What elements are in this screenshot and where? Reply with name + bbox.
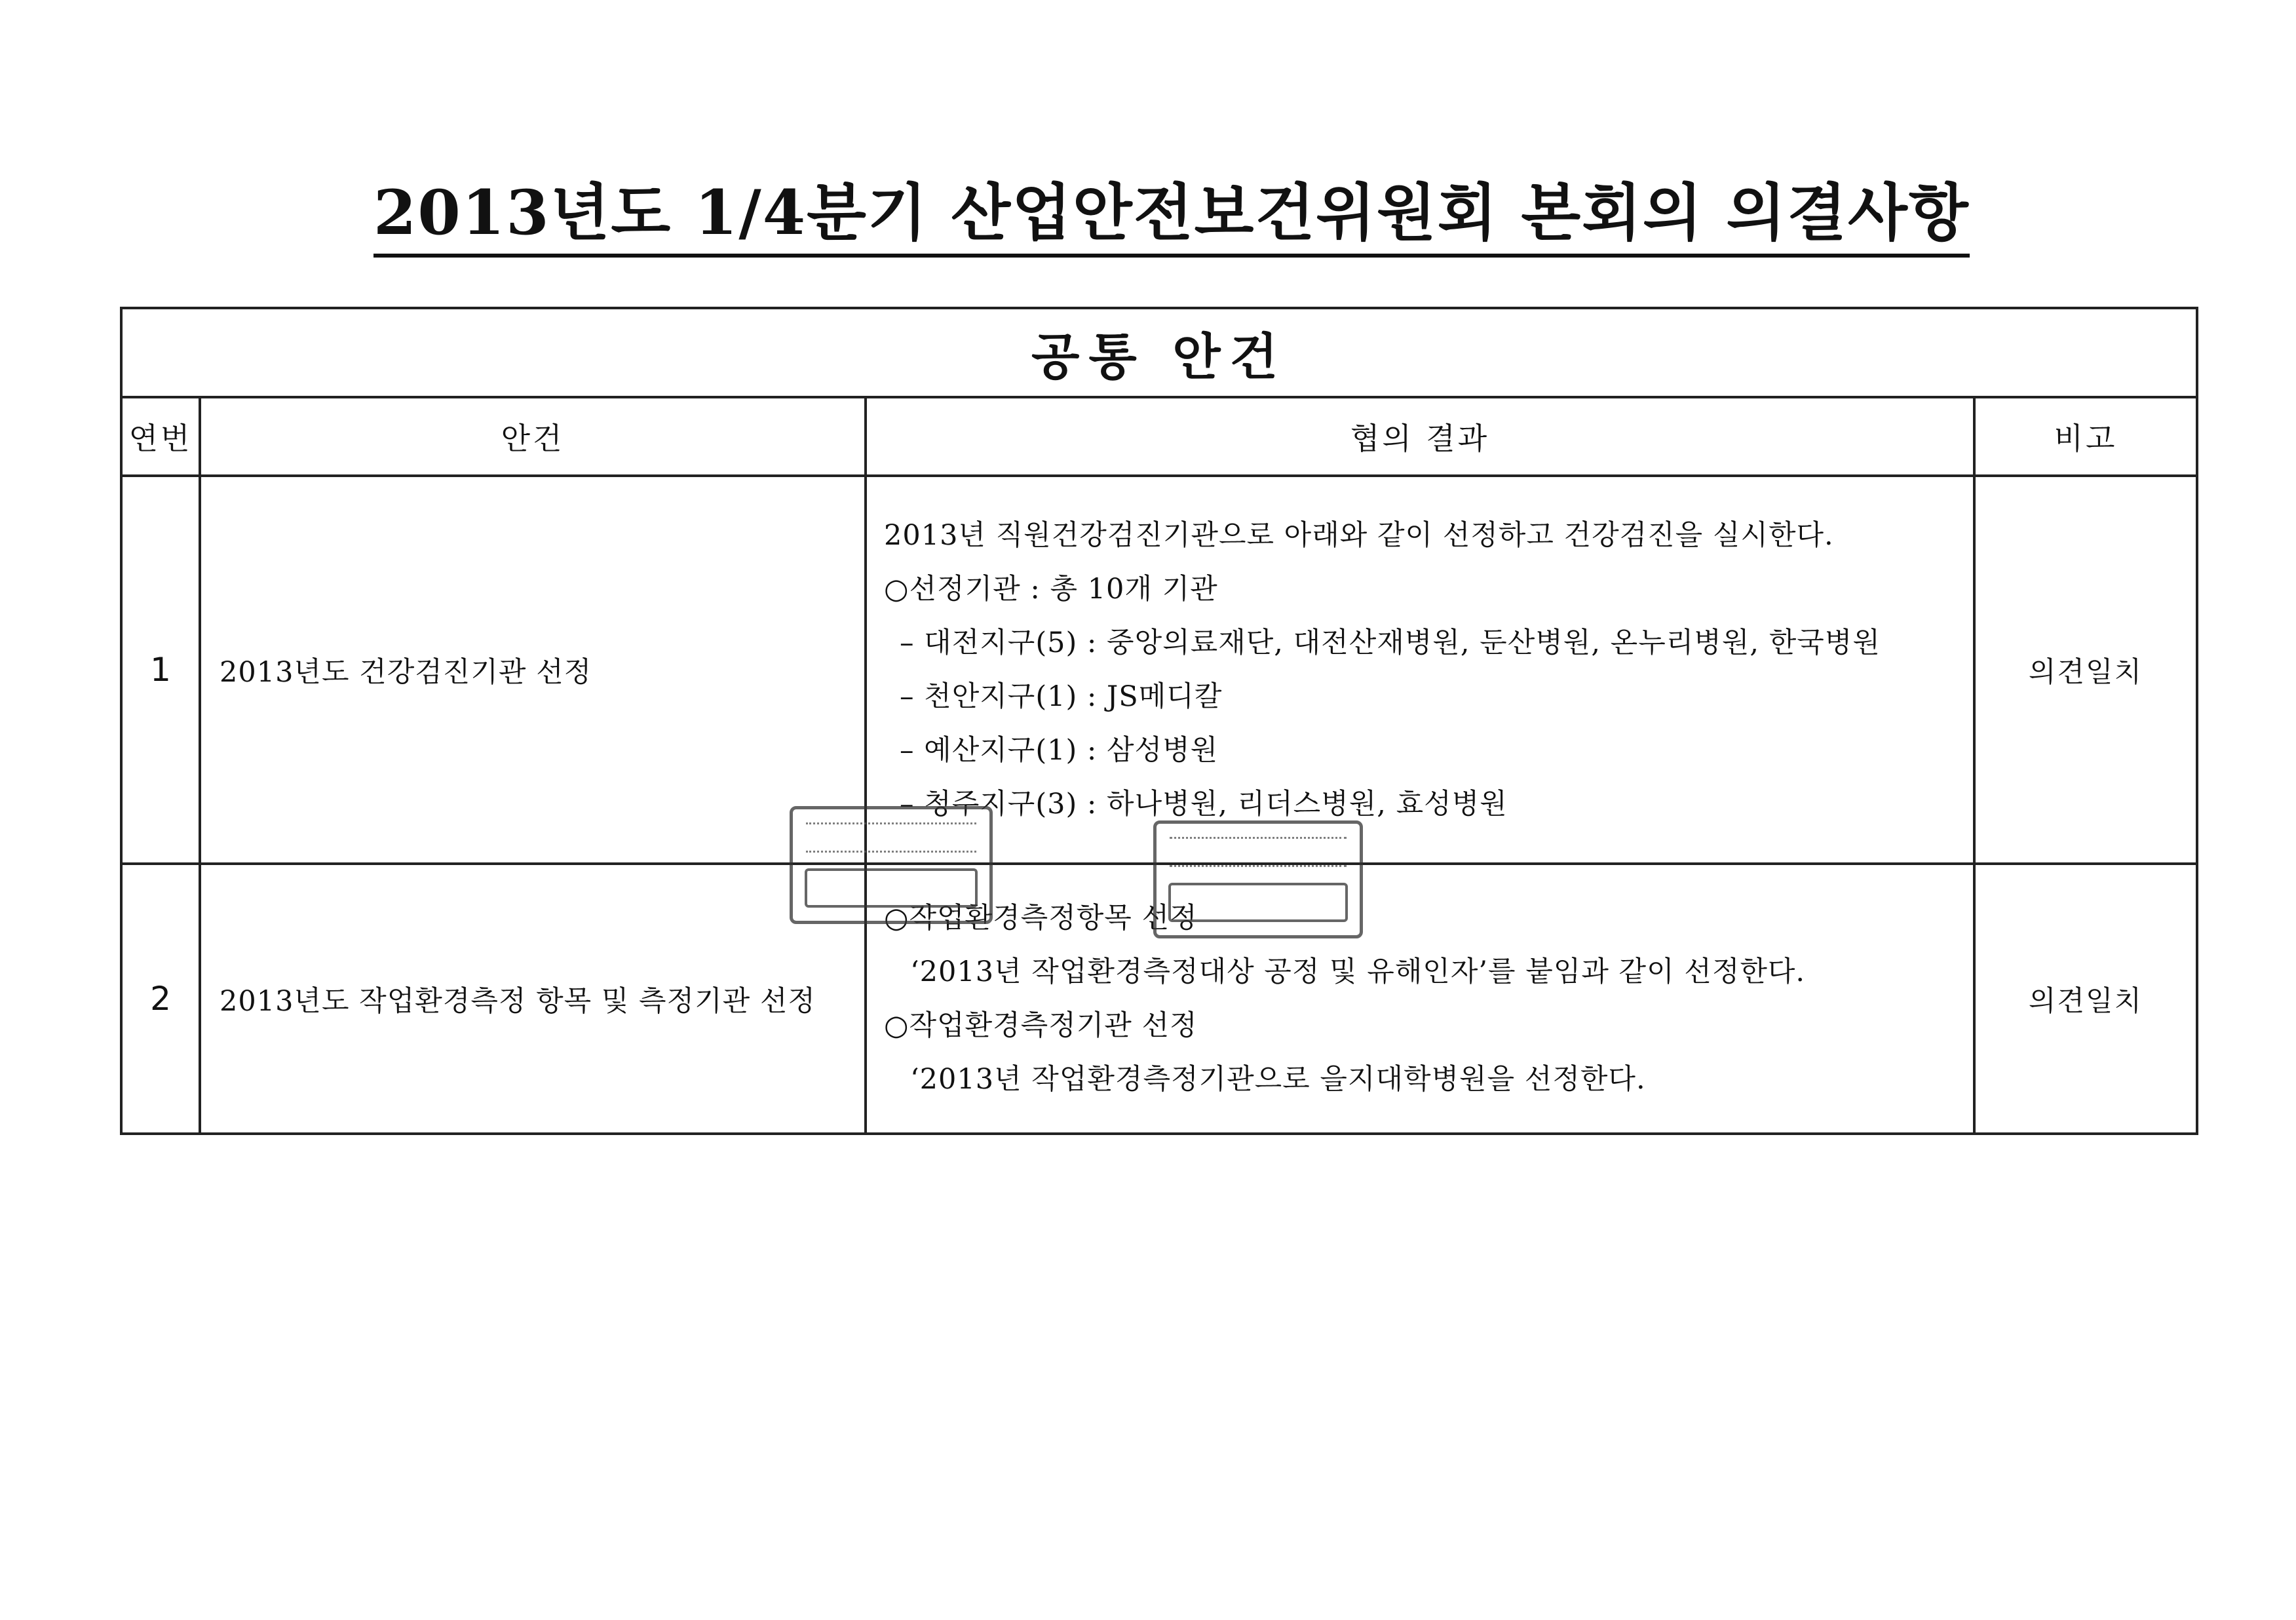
stamp-detail (1170, 837, 1347, 867)
resolution-table (120, 307, 2198, 1135)
result-cell (866, 476, 1974, 864)
table-row (121, 476, 2197, 864)
agenda-text: 2013년도 작업환경측정 항목 및 측정기관 선정 (200, 864, 866, 1134)
approval-stamp (790, 806, 993, 924)
result-cell (866, 864, 1974, 1134)
result-line: ○작업환경측정기관 선정 (884, 1009, 1198, 1042)
col-header-result: 협의 결과 (866, 397, 1974, 476)
document-title: 2013년도 1/4분기 산업안전보건위원회 본회의 의결사항 (373, 174, 1970, 258)
result-line: ○작업환경측정항목 선정 (884, 902, 1198, 935)
agenda-text: 2013년도 건강검진기관 선정 (200, 476, 866, 864)
stamp-detail (806, 822, 976, 853)
stamp-detail (1168, 883, 1348, 922)
result-line: 2013년 직원건강검진기관으로 아래와 같이 선정하고 건강검진을 실시한다. (884, 519, 1834, 552)
col-header-remarks: 비고 (1974, 397, 2197, 476)
stamp-detail (805, 868, 978, 908)
result-line: – 예산지구(1) : 삼성병원 (900, 734, 1219, 767)
remarks-text: 의견일치 (1974, 476, 2197, 864)
result-line: – 청주지구(3) : 하나병원, 리더스병원, 효성병원 (900, 788, 1508, 820)
col-header-no: 연번 (121, 397, 200, 476)
row-number: 2 (121, 864, 200, 1134)
result-line: ‘2013년 작업환경측정대상 공정 및 유해인자’를 붙임과 같이 선정한다. (910, 955, 1806, 988)
remarks-text: 의견일치 (1974, 864, 2197, 1134)
result-line: – 대전지구(5) : 중앙의료재단, 대전산재병원, 둔산병원, 온누리병원, 한국병원 (900, 627, 1881, 659)
approval-stamp (1153, 820, 1363, 938)
page-title (373, 174, 1970, 272)
result-line: ‘2013년 작업환경측정기관으로 을지대학병원을 선정한다. (910, 1063, 1646, 1096)
column-header-row (121, 397, 2197, 476)
result-line: ○선정기관 : 총 10개 기관 (884, 573, 1218, 606)
col-header-agenda: 안건 (200, 397, 866, 476)
row-number: 1 (121, 476, 200, 864)
section-header-row (121, 308, 2197, 397)
result-line: – 천안지구(1) : JS메디칼 (900, 680, 1223, 713)
section-title: 공통 안건 (121, 308, 2197, 397)
